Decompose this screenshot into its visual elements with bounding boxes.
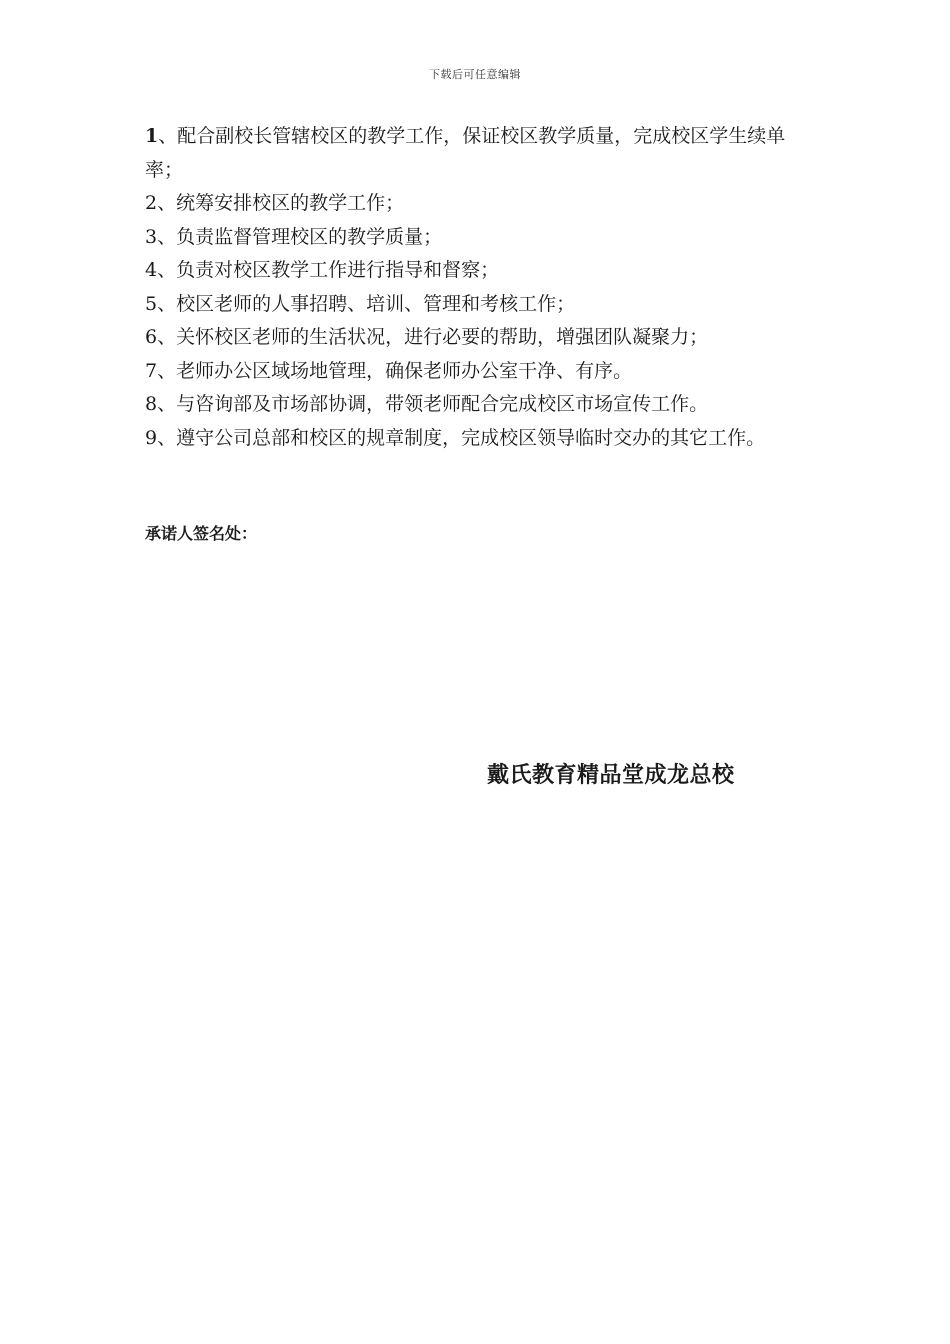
- duty-item-2: [145, 187, 810, 221]
- duty-number: 1: [145, 125, 159, 147]
- duty-text: 、统筹安排校区的教学工作；: [157, 192, 405, 214]
- duty-text: 、负责监督管理校区的教学质量；: [157, 225, 443, 248]
- duty-item-3: [145, 221, 810, 255]
- duty-number: 2: [145, 192, 158, 214]
- duty-text: 、负责对校区教学工作进行指导和督察；: [157, 259, 500, 281]
- duty-text: 、校区老师的人事招聘、培训、管理和考核工作；: [157, 292, 576, 315]
- duty-number: 3: [145, 225, 158, 248]
- duty-text: 、配合副校长管辖校区的教学工作，保证校区教学质量，完成校区学生续单率；: [145, 125, 786, 181]
- duty-item-7: [145, 355, 810, 389]
- duty-text: 、老师办公区域场地管理，确保老师办公室干净、有序。: [157, 359, 633, 382]
- duty-item-6: [145, 321, 810, 355]
- duty-text: 、关怀校区老师的生活状况，进行必要的帮助，增强团队凝聚力；: [157, 326, 709, 348]
- duty-item-5: [145, 288, 810, 322]
- duty-number: 9: [145, 426, 158, 449]
- duty-item-9: [145, 422, 810, 456]
- duty-list: [145, 120, 810, 455]
- school-name: 戴氏教育精品堂成龙总校: [487, 763, 735, 788]
- duty-text: 、与咨询部及市场部协调，带领老师配合完成校区市场宣传工作。: [157, 393, 709, 415]
- duty-text: 、遵守公司总部和校区的规章制度，完成校区领导临时交办的其它工作。: [157, 426, 766, 449]
- duty-number: 7: [145, 359, 158, 382]
- signature-label: 承诺人签名处：: [145, 524, 258, 543]
- duty-item-4: [145, 254, 810, 288]
- duty-number: 8: [145, 393, 158, 415]
- duty-item-8: [145, 388, 810, 422]
- duty-number: 5: [145, 292, 158, 315]
- duty-number: 6: [145, 326, 158, 348]
- duty-number: 4: [145, 259, 158, 281]
- header-note: 下载后可任意编辑: [429, 68, 521, 81]
- duty-item-1: [145, 120, 810, 187]
